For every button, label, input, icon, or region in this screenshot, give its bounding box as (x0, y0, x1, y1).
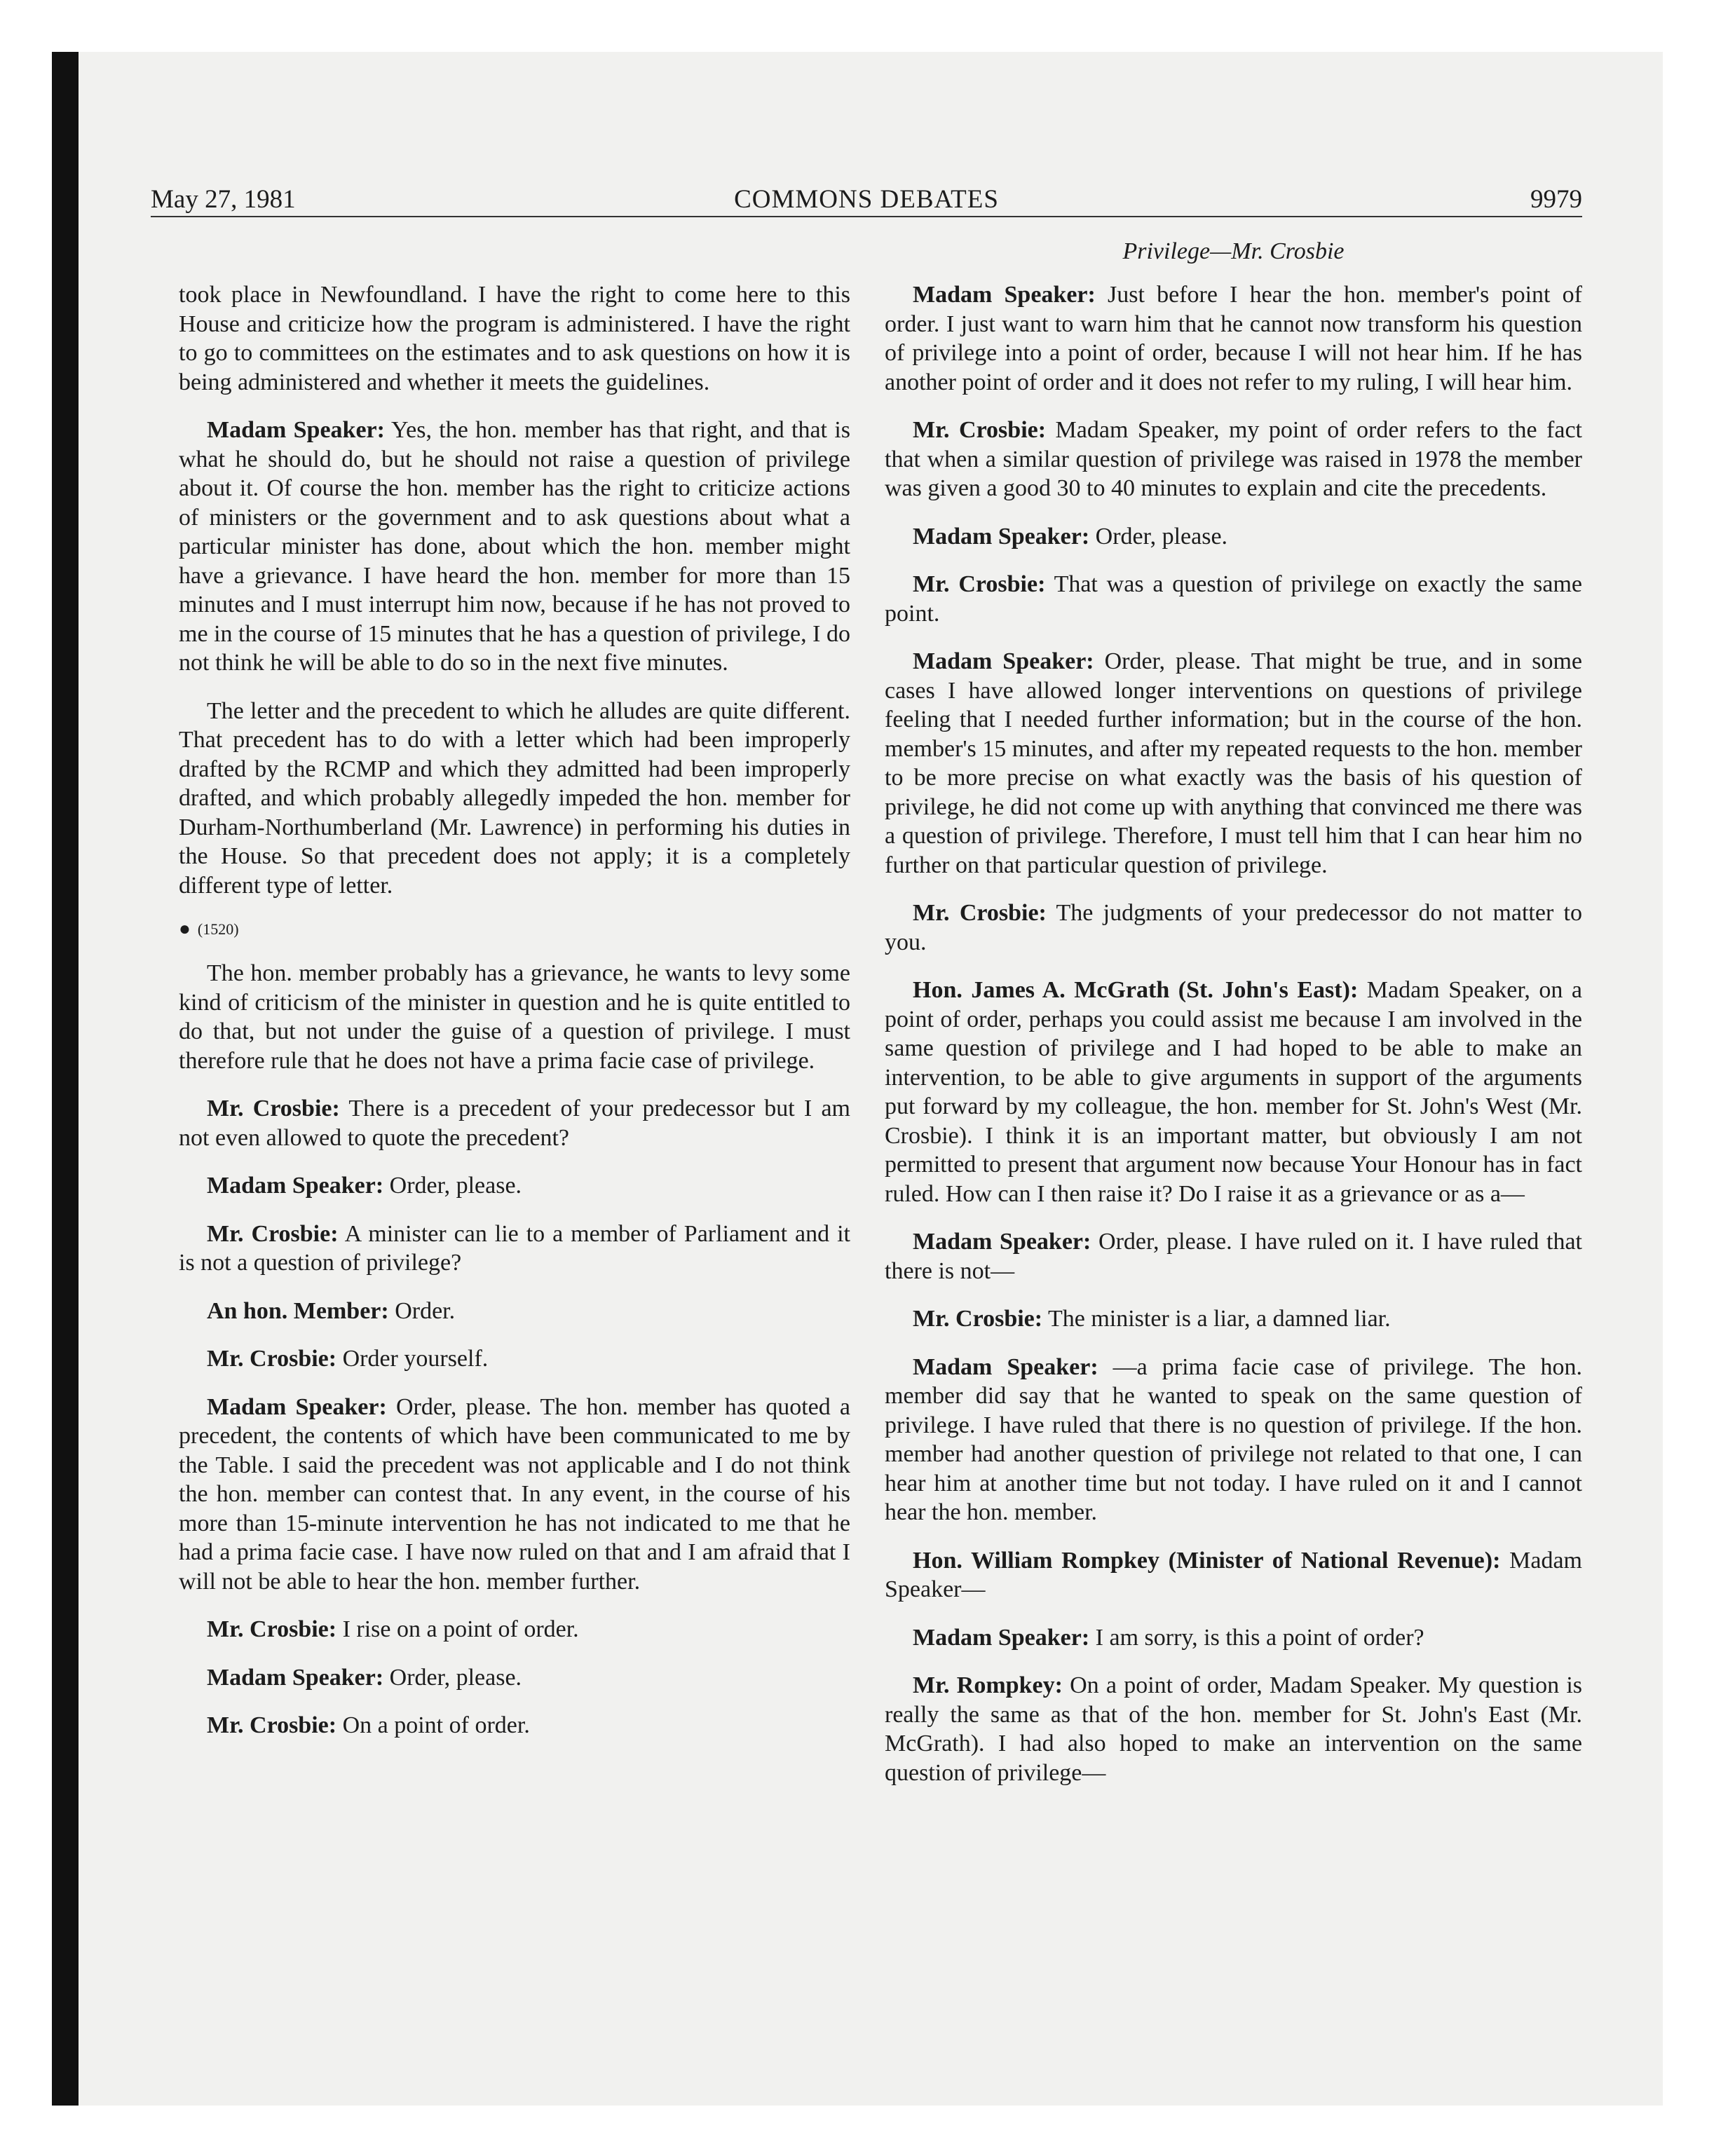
paragraph-text: Order yourself. (336, 1346, 489, 1372)
paragraph-text: Order, please. That might be true, and in some cases I have allowed longer interventions on questions of privilege feeling that I needed further information; but in the course of the hon. member's 15 minutes, and after my repeated requests to the hon. member to be more precise on what exactly was the basis of his question of privilege, he did not come up with anything that convinced me there was a question of privilege. Therefore, I must tell him that I can hear him no further on that particular question of privilege. (885, 648, 1582, 878)
speaker-name: Mr. Crosbie: (207, 1346, 337, 1372)
speaker-name: Madam Speaker: (913, 1229, 1091, 1255)
paragraph-text: Madam Speaker, on a point of order, perhaps you could assist me because I am involved in the same question of privilege and I had hoped to be able to make an intervention, to be able to give arguments in support of the arguments put forward by my colleague, the hon. member for St. John's West (Mr. Crosbie). I think it is an important matter, but obviously I am not permitted to present that argument now because Your Honour has in fact ruled. How can I then raise it? Do I raise it as a grievance or as a— (885, 977, 1582, 1207)
speaker-name: Hon. William Rompkey (Minister of National Revenue): (913, 1547, 1501, 1574)
debate-paragraph (179, 1344, 850, 1374)
debate-paragraph (179, 1171, 850, 1201)
paragraph-text: That was a question of privilege on exactly the same point. (885, 571, 1582, 627)
debate-paragraph (885, 1546, 1582, 1604)
debate-paragraph (885, 522, 1582, 552)
paragraph-text: —a prima facie case of privilege. The hon. member did say that he wanted to speak on the same question of privilege. I have ruled that there is no question of privilege. If the hon. member had another question of privilege not related to that one, I can hear him at another time but not today. I have ruled on it and I cannot hear the hon. member. (885, 1353, 1582, 1525)
paragraph-text: There is a precedent of your predecessor but I am not even allowed to quote the precedent? (179, 1096, 850, 1151)
paragraph-text: A minister can lie to a member of Parliament and it is not a question of privilege? (179, 1220, 850, 1276)
debate-paragraph (885, 1353, 1582, 1527)
speaker-name: Madam Speaker: (913, 523, 1090, 550)
speaker-name: Mr. Crosbie: (913, 900, 1047, 926)
speaker-name: Madam Speaker: (207, 1393, 387, 1420)
right-column (885, 280, 1582, 1806)
debate-paragraph (179, 1615, 850, 1644)
debate-paragraph (885, 976, 1582, 1208)
paragraph-text: The minister is a liar, a damned liar. (1042, 1306, 1391, 1332)
speaker-name: Mr. Crosbie: (913, 417, 1047, 443)
scan-edge (52, 52, 79, 2106)
paragraph-text: Order, please. (383, 1664, 522, 1691)
bullet-icon: ● (179, 918, 191, 940)
debate-paragraph (179, 959, 850, 1075)
speaker-name: Madam Speaker: (207, 1664, 384, 1691)
page-header (151, 181, 1582, 217)
debate-paragraph (885, 570, 1582, 628)
debate-paragraph (885, 1671, 1582, 1787)
time-marker (179, 919, 850, 940)
speaker-name: Hon. James A. McGrath (St. John's East): (913, 977, 1359, 1003)
speaker-name: Madam Speaker: (207, 417, 385, 443)
paragraph-text: The letter and the precedent to which he alludes are quite different. That precedent has to do with a letter which had been improperly drafted by the RCMP and which they admitted had been improperly drafted, and which probably allegedly impeded the hon. member for Durham-Northumberland (Mr. Lawrence) in performing his duties in the House. So that precedent does not apply; it is a completely different type of letter. (179, 697, 850, 899)
paragraph-text: Order, please. (383, 1173, 522, 1199)
debate-paragraph (885, 1623, 1582, 1653)
header-date: May 27, 1981 (151, 185, 296, 214)
debate-paragraph (179, 1393, 850, 1597)
debate-paragraph (179, 416, 850, 678)
paragraph-text: Order, please. The hon. member has quoted a precedent, the contents of which have been communicated to me by the Table. I said the precedent was not applicable and I do not think the hon. member can contest that. In any event, in the course of his more than 15-minute intervention he has not indicated to me that he had a prima facie case. I have now ruled on that and I am afraid that I will not be able to hear the hon. member further. (179, 1393, 850, 1595)
speaker-name: Mr. Crosbie: (913, 571, 1046, 597)
running-head: Privilege—Mr. Crosbie (1122, 238, 1345, 264)
paragraph-text: On a point of order, Madam Speaker. My question is really the same as that of the hon. member for St. John's East (Mr. McGrath). I had also hoped to make an intervention on the same question of privilege— (885, 1672, 1582, 1786)
debate-paragraph (179, 1094, 850, 1152)
header-title: COMMONS DEBATES (734, 185, 999, 214)
speaker-name: Madam Speaker: (913, 648, 1094, 674)
paragraph-text: I rise on a point of order. (336, 1616, 579, 1642)
paragraph-text: Order, please. I have ruled on it. I have ruled that there is not— (885, 1229, 1582, 1284)
speaker-name: Madam Speaker: (913, 1624, 1090, 1651)
debate-paragraph (885, 1304, 1582, 1334)
left-column (179, 280, 850, 1759)
time-marker-text: (1520) (197, 920, 239, 938)
debate-paragraph (179, 1220, 850, 1278)
debate-paragraph (885, 899, 1582, 957)
paragraph-text: On a point of order. (336, 1712, 530, 1738)
debate-paragraph (179, 697, 850, 901)
debate-paragraph (885, 280, 1582, 397)
debate-paragraph (885, 647, 1582, 880)
debate-paragraph (885, 1227, 1582, 1285)
speaker-name: Mr. Crosbie: (207, 1220, 339, 1247)
speaker-name: Mr. Crosbie: (913, 1306, 1043, 1332)
debate-paragraph (179, 1711, 850, 1740)
speaker-name: Mr. Crosbie: (207, 1712, 337, 1738)
debate-paragraph (179, 1297, 850, 1326)
speaker-name: Madam Speaker: (207, 1173, 384, 1199)
paragraph-text: took place in Newfoundland. I have the right to come here to this House and criticize how the program is administered. I have the right to go to committees on the estimates and to ask questions on how it is being administered and whether it meets the guidelines. (179, 282, 850, 395)
speaker-name: Mr. Crosbie: (207, 1096, 340, 1121)
paragraph-text: Just before I hear the hon. member's point of order. I just want to warn him that he cannot now transform his question of privilege into a point of order, because I will not hear him. If he has another point of order and it does not refer to my ruling, I will hear him. (885, 282, 1582, 395)
speaker-name: Mr. Rompkey: (913, 1672, 1063, 1698)
paragraph-text: The hon. member probably has a grievance, he wants to levy some kind of criticism of the minister in question and he is quite entitled to do that, but not under the guise of a question of privilege. I must therefore rule that he does not have a prima facie case of privilege. (179, 960, 850, 1074)
debate-paragraph (179, 280, 850, 397)
speaker-name: Madam Speaker: (913, 1353, 1098, 1380)
debate-paragraph (885, 416, 1582, 503)
paragraph-text: The judgments of your predecessor do not matter to you. (885, 900, 1582, 955)
debate-paragraph (179, 1663, 850, 1693)
speaker-name: Madam Speaker: (913, 282, 1096, 308)
page-number: 9979 (1530, 185, 1582, 214)
paragraph-text: Madam Speaker, my point of order refers to the fact that when a similar question of privilege was raised in 1978 the member was given a good 30 to 40 minutes to explain and cite the precedents. (885, 417, 1582, 501)
speaker-name: An hon. Member: (207, 1297, 389, 1324)
paragraph-text: Madam Speaker— (885, 1547, 1582, 1602)
paragraph-text: I am sorry, is this a point of order? (1089, 1624, 1424, 1651)
paragraph-text: Order, please. (1089, 523, 1228, 550)
paragraph-text: Order. (388, 1297, 456, 1324)
paragraph-text: Yes, the hon. member has that right, and that is what he should do, but he should not raise a question of privilege about it. Of course the hon. member has the right to criticize actions of ministers or the government and to ask questions about what a particular minister has done, about which the hon. member might have a grievance. I have heard the hon. member for more than 15 minutes and I must interrupt him now, because if he has not proved to me in the course of 15 minutes that he has a question of privilege, I do not think he will be able to do so in the next five minutes. (179, 417, 850, 676)
speaker-name: Mr. Crosbie: (207, 1616, 337, 1642)
